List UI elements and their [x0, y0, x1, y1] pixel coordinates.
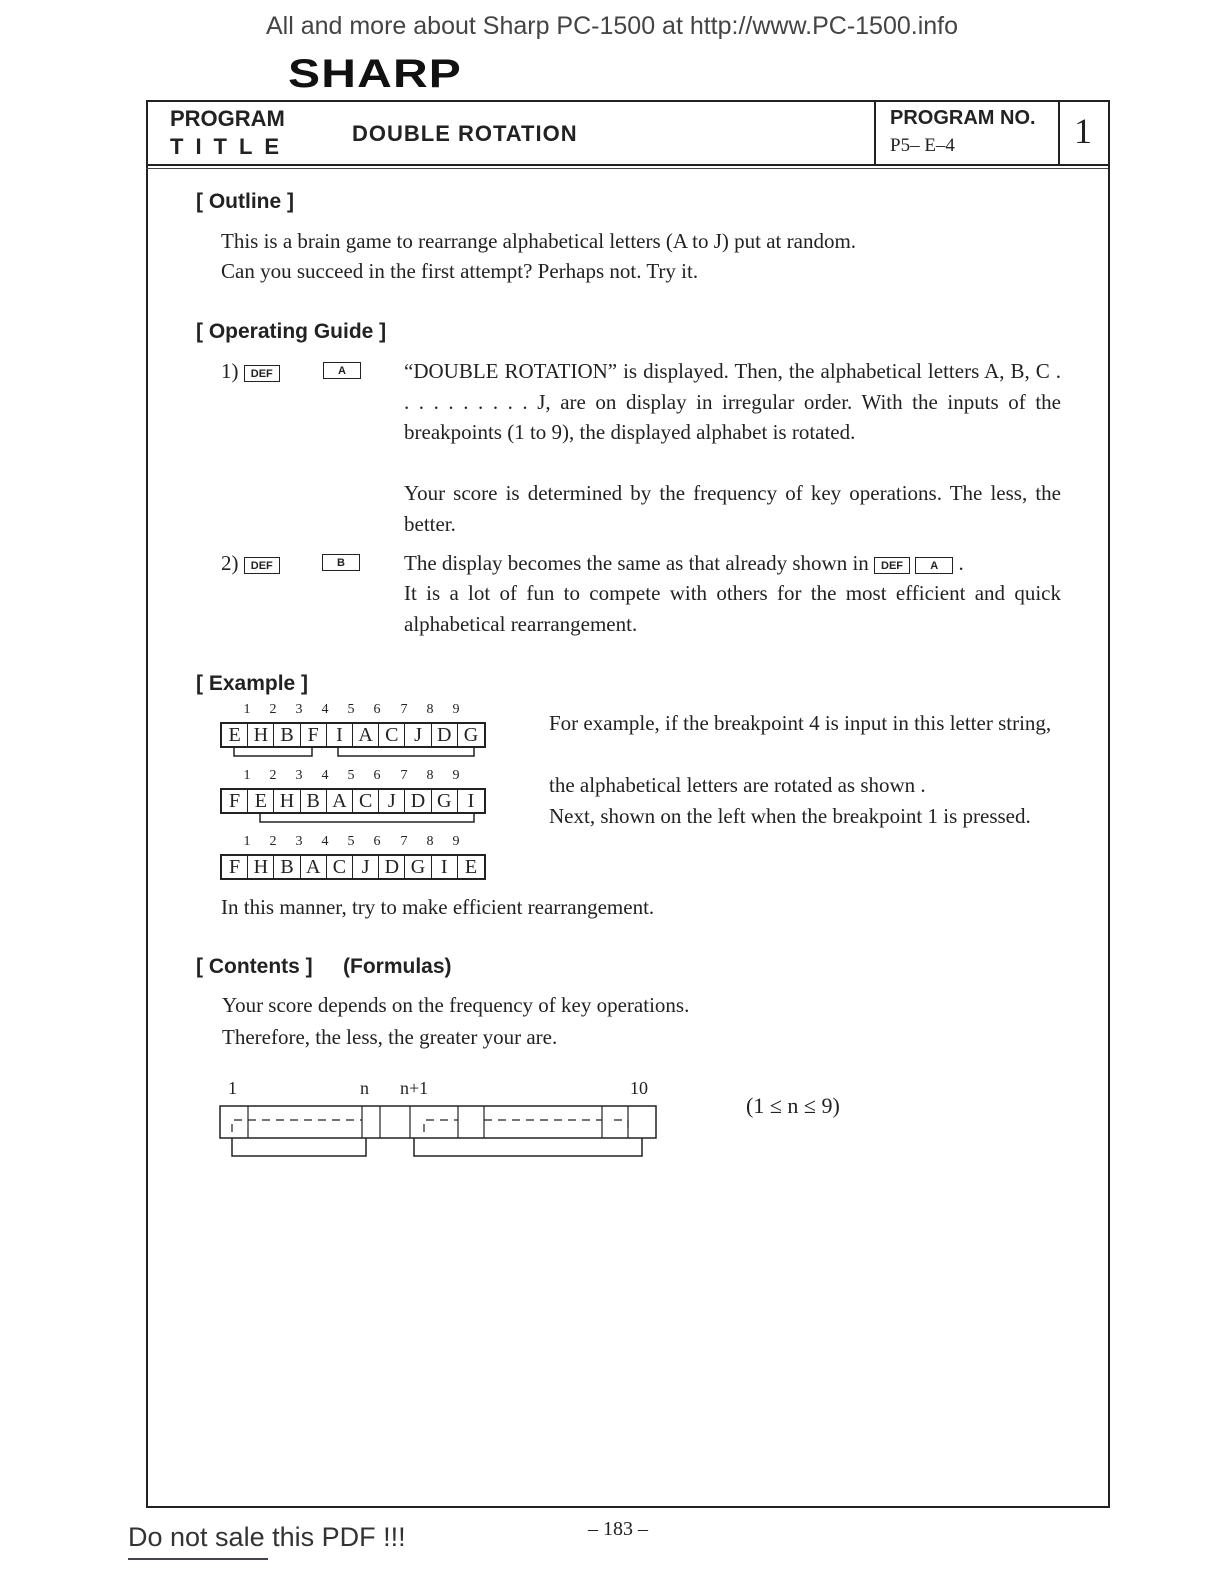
breakpoint-number: 1 — [243, 702, 251, 717]
letter-cell: H — [248, 856, 274, 878]
sharp-logo: SHARP — [288, 52, 463, 96]
breakpoint-numbers-row-2 — [220, 768, 486, 784]
step-1-text: “DOUBLE ROTATION” is displayed. Then, the alphabetical letters A, B, C . . . . . . . . . . J, are on display in irregular order. With the inputs of the breakpoints (1 to 9), the displayed alphabet is rotated. — [404, 359, 1061, 444]
letter-cell: I — [327, 724, 353, 746]
rotation-formula-diagram — [218, 1100, 660, 1162]
diagram-label-10: 10 — [630, 1078, 648, 1098]
contents-line-2: Therefore, the less, the greater your are. — [222, 1025, 558, 1049]
letter-cell: C — [353, 790, 379, 812]
breakpoint-number: 8 — [426, 834, 434, 849]
letter-cell: H — [248, 724, 274, 746]
breakpoint-number: 7 — [400, 702, 408, 717]
breakpoint-number: 8 — [426, 702, 434, 717]
footer-note: Do not sale this PDF !!! — [128, 1522, 406, 1552]
example-desc-2: the alphabetical letters are rotated as shown . — [549, 773, 926, 797]
example-desc-1: For example, if the breakpoint 4 is input in this letter string, — [549, 711, 1052, 735]
breakpoint-number: 8 — [426, 768, 434, 783]
letter-row-1 — [220, 722, 486, 748]
number-divider — [1058, 100, 1060, 164]
example-summary: In this manner, try to make efficient rearrangement. — [221, 895, 655, 919]
breakpoint-number: 2 — [269, 768, 277, 783]
title-rule — [146, 168, 1108, 169]
step-2-text-a: The display becomes the same as that already shown in — [404, 551, 869, 575]
letter-cell: J — [379, 790, 405, 812]
step-2-text-b: . — [958, 551, 964, 575]
breakpoint-number: 2 — [269, 702, 277, 717]
breakpoint-number: 5 — [347, 702, 355, 717]
letter-cell: I — [467, 790, 475, 812]
step-2 — [221, 548, 280, 579]
letter-cell: B — [274, 724, 300, 746]
breakpoint-number: 3 — [295, 768, 303, 783]
letter-cell: G — [432, 790, 458, 812]
breakpoint-number: 2 — [269, 834, 277, 849]
def-key: DEF — [244, 557, 280, 574]
diagram-label-n: n — [360, 1078, 369, 1098]
a-key: A — [915, 557, 953, 574]
contents-subheading: (Formulas) — [343, 955, 452, 978]
breakpoint-number: 4 — [321, 768, 329, 783]
letter-cell: C — [327, 856, 353, 878]
example-heading: [ Example ] — [196, 672, 309, 695]
site-header: All and more about Sharp PC-1500 at http://www.PC-1500.info — [265, 12, 959, 40]
breakpoint-number: 6 — [373, 768, 381, 783]
step-2-text — [404, 548, 1084, 579]
program-title: DOUBLE ROTATION — [352, 121, 578, 146]
title-label: TITLE — [170, 134, 292, 159]
diagram-label-n1: n+1 — [400, 1078, 429, 1098]
letter-cell: A — [327, 790, 353, 812]
guide-heading: [ Operating Guide ] — [196, 320, 387, 343]
letter-cell: B — [274, 856, 300, 878]
rotation-bracket-row-1 — [220, 748, 486, 760]
letter-cell: I — [432, 856, 458, 878]
example-diagram — [220, 702, 486, 892]
step-1-text-2: Your score is determined by the frequency of key operations. The less, the better. — [404, 481, 1061, 536]
b-key: B — [322, 554, 360, 571]
def-key: DEF — [244, 365, 280, 382]
step-1-key-wrap — [323, 361, 361, 379]
letter-cell: G — [463, 724, 479, 746]
step-1-number: 1) — [221, 359, 239, 383]
letter-cell: D — [432, 724, 458, 746]
breakpoint-numbers-row-3 — [220, 834, 486, 850]
breakpoint-number: 6 — [373, 702, 381, 717]
letter-cell: H — [274, 790, 300, 812]
letter-cell: D — [405, 790, 431, 812]
breakpoint-number: 7 — [400, 834, 408, 849]
def-key: DEF — [874, 557, 910, 574]
breakpoint-number: 6 — [373, 834, 381, 849]
outline-line-1: This is a brain game to rearrange alphabetical letters (A to J) put at random. — [221, 229, 857, 253]
breakpoint-number: 9 — [452, 702, 460, 717]
step-2-number: 2) — [221, 551, 239, 575]
letter-cell: C — [379, 724, 405, 746]
breakpoint-numbers-row-1 — [220, 702, 486, 718]
breakpoint-number: 4 — [321, 834, 329, 849]
contents-line-1: Your score depends on the frequency of key operations. — [222, 993, 690, 1017]
title-divider — [874, 100, 876, 164]
letter-row-3 — [220, 854, 486, 880]
letter-cell: A — [353, 724, 379, 746]
letter-cell: E — [222, 724, 248, 746]
program-no: P5– E–4 — [890, 135, 955, 156]
letter-cell: F — [222, 790, 248, 812]
contents-heading: [ Contents ] — [196, 955, 313, 978]
breakpoint-number: 3 — [295, 834, 303, 849]
breakpoint-number: 9 — [452, 834, 460, 849]
outline-line-2: Can you succeed in the first attempt? Perhaps not. Try it. — [221, 259, 699, 283]
letter-cell: E — [248, 790, 274, 812]
letter-cell: G — [405, 856, 431, 878]
diagram-label-1: 1 — [228, 1078, 237, 1098]
letter-cell: J — [353, 856, 379, 878]
letter-cell: A — [301, 856, 327, 878]
breakpoint-number: 5 — [347, 768, 355, 783]
breakpoint-number: 5 — [347, 834, 355, 849]
step-1 — [221, 356, 280, 387]
letter-cell: F — [222, 856, 248, 878]
program-no-label: PROGRAM NO. — [890, 107, 1036, 129]
breakpoint-number: 9 — [452, 768, 460, 783]
outline-heading: [ Outline ] — [196, 190, 294, 213]
a-key: A — [323, 362, 361, 379]
step-2-key-wrap — [322, 553, 360, 571]
diagram-condition: (1 ≤ n ≤ 9) — [746, 1093, 840, 1118]
example-desc-3: Next, shown on the left when the breakpoint 1 is pressed. — [549, 804, 1031, 828]
program-label: PROGRAM — [170, 106, 285, 131]
letter-cell: B — [301, 790, 327, 812]
page-index: 1 — [1074, 111, 1092, 151]
step-2-text-2: It is a lot of fun to compete with others for the most efficient and quick alphabetical rearrangement. — [404, 581, 1061, 636]
rotation-bracket-row-2 — [220, 814, 486, 826]
letter-cell: F — [301, 724, 327, 746]
breakpoint-number: 4 — [321, 702, 329, 717]
breakpoint-number: 7 — [400, 768, 408, 783]
letter-row-2 — [220, 788, 486, 814]
breakpoint-number: 3 — [295, 702, 303, 717]
letter-cell: D — [379, 856, 405, 878]
letter-cell: E — [464, 856, 478, 878]
footer-underline — [128, 1558, 268, 1560]
letter-cell: J — [405, 724, 431, 746]
breakpoint-number: 1 — [243, 834, 251, 849]
breakpoint-number: 1 — [243, 768, 251, 783]
page-number: – 183 – — [588, 1518, 648, 1540]
